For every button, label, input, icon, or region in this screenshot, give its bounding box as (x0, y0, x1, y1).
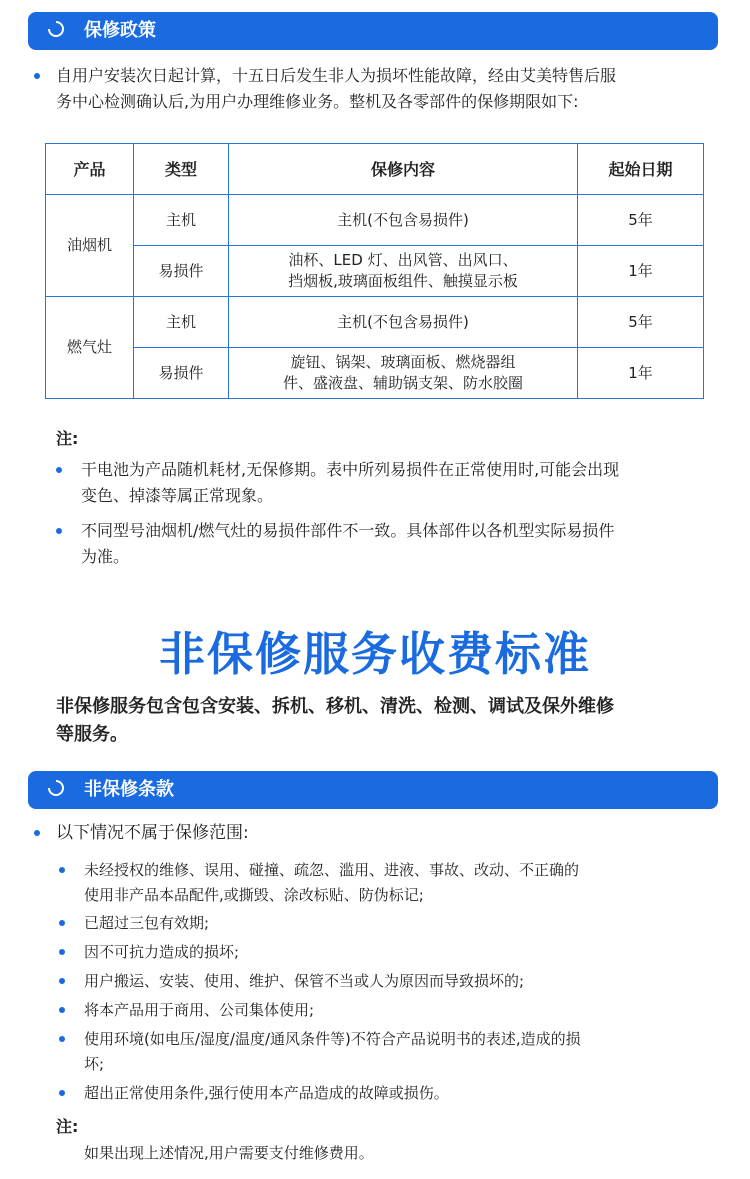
header-cell: 起始日期 (578, 144, 704, 195)
content-line: 主机(不包含易损件) (337, 312, 469, 331)
intro-line: 自用户安装次日起计算，十五日后发生非人为损坏性能故障，经由艾美特售后服 (56, 66, 617, 85)
warranty-policy-banner (28, 12, 718, 50)
product-cell: 燃气灶 (46, 297, 134, 399)
exclusion-line: 用户搬运、安装、使用、维护、保管不当或人为原因而导致损坏的; (84, 972, 525, 990)
note-line: 变色、掉漆等属正常现象。 (81, 486, 274, 505)
intro-line: 务中心检测确认后,为用户办理维修业务。整机及各零部件的保修期限如下: (56, 92, 579, 111)
fee-note: 如果出现上述情况,用户需要支付维修费用。 (84, 1144, 374, 1162)
bullet-dot (59, 949, 65, 955)
bullet-dot (56, 467, 62, 473)
warranty-table (45, 143, 704, 399)
table-row (46, 297, 704, 348)
non-warranty-banner (28, 771, 718, 809)
circle-icon (48, 780, 64, 796)
type-cell: 易损件 (134, 348, 229, 399)
content-cell (229, 297, 578, 348)
banner-title: 非保修条款 (84, 779, 174, 800)
exclusion-line: 已超过三包有效期; (84, 914, 210, 932)
fee-desc-line: 非保修服务包含包含安装、拆机、移机、清洗、检测、调试及保外维修 (56, 696, 614, 717)
non-warranty-lead: 以下情况不属于保修范围: (56, 823, 249, 843)
content-line: 主机(不包含易损件) (337, 210, 469, 229)
bullet-dot (59, 867, 65, 873)
table-row (46, 195, 704, 246)
exclusion-line: 未经授权的维修、误用、碰撞、疏忽、滥用、进液、事故、改动、不正确的 (84, 861, 580, 879)
type-cell: 主机 (134, 195, 229, 246)
note-line: 不同型号油烟机/燃气灶的易损件部件不一致。具体部件以各机型实际易损件 (81, 521, 615, 540)
fee-standard-title: 非保修服务收费标准 (159, 627, 591, 681)
exclusion-line: 使用环境(如电压/湿度/温度/通风条件等)不符合产品说明书的表述,造成的损 (84, 1030, 581, 1048)
header-cell: 保修内容 (229, 144, 578, 195)
content-cell (229, 246, 578, 297)
banner-title: 保修政策 (84, 20, 156, 41)
table-row (46, 348, 704, 399)
header-cell: 类型 (134, 144, 229, 195)
product-cell: 油烟机 (46, 195, 134, 297)
bullet-dot (59, 1090, 65, 1096)
content-cell (229, 348, 578, 399)
exclusion-line: 因不可抗力造成的损坏; (84, 943, 240, 961)
content-line: 旋钮、锅架、玻璃面板、燃烧器组 (290, 353, 516, 371)
bullet-dot (34, 830, 40, 836)
bullet-dot (59, 1007, 65, 1013)
period-cell: 5年 (578, 195, 704, 246)
bullet-dot (34, 73, 40, 79)
exclusion-line: 坏; (84, 1055, 105, 1073)
content-line: 油杯、LED 灯、出风管、出风口、 (288, 251, 518, 269)
content-line: 挡烟板,玻璃面板组件、触摸显示板 (288, 272, 518, 290)
notes-label: 注: (56, 1117, 79, 1136)
content-line: 件、盛液盘、辅助锅支架、防水胶圈 (282, 374, 523, 392)
bullet-dot (59, 1036, 65, 1042)
circle-icon (48, 21, 64, 37)
table-header-row (46, 144, 704, 195)
fee-desc-line: 等服务。 (56, 724, 128, 745)
type-cell: 主机 (134, 297, 229, 348)
period-cell: 1年 (578, 348, 704, 399)
period-cell: 5年 (578, 297, 704, 348)
bullet-dot (59, 920, 65, 926)
exclusion-line: 使用非产品本品配件,或撕毁、涂改标贴、防伪标记; (84, 886, 424, 904)
bullet-dot (56, 528, 62, 534)
note-line: 干电池为产品随机耗材,无保修期。表中所列易损件在正常使用时,可能会出现 (81, 460, 620, 479)
content-cell (229, 195, 578, 246)
exclusion-line: 超出正常使用条件,强行使用本产品造成的故障或损伤。 (84, 1084, 449, 1102)
bullet-dot (59, 978, 65, 984)
note-line: 为准。 (81, 547, 130, 566)
notes-label: 注: (56, 429, 79, 448)
exclusion-line: 将本产品用于商用、公司集体使用; (84, 1001, 315, 1019)
table-row (46, 246, 704, 297)
type-cell: 易损件 (134, 246, 229, 297)
period-cell: 1年 (578, 246, 704, 297)
header-cell: 产品 (46, 144, 134, 195)
